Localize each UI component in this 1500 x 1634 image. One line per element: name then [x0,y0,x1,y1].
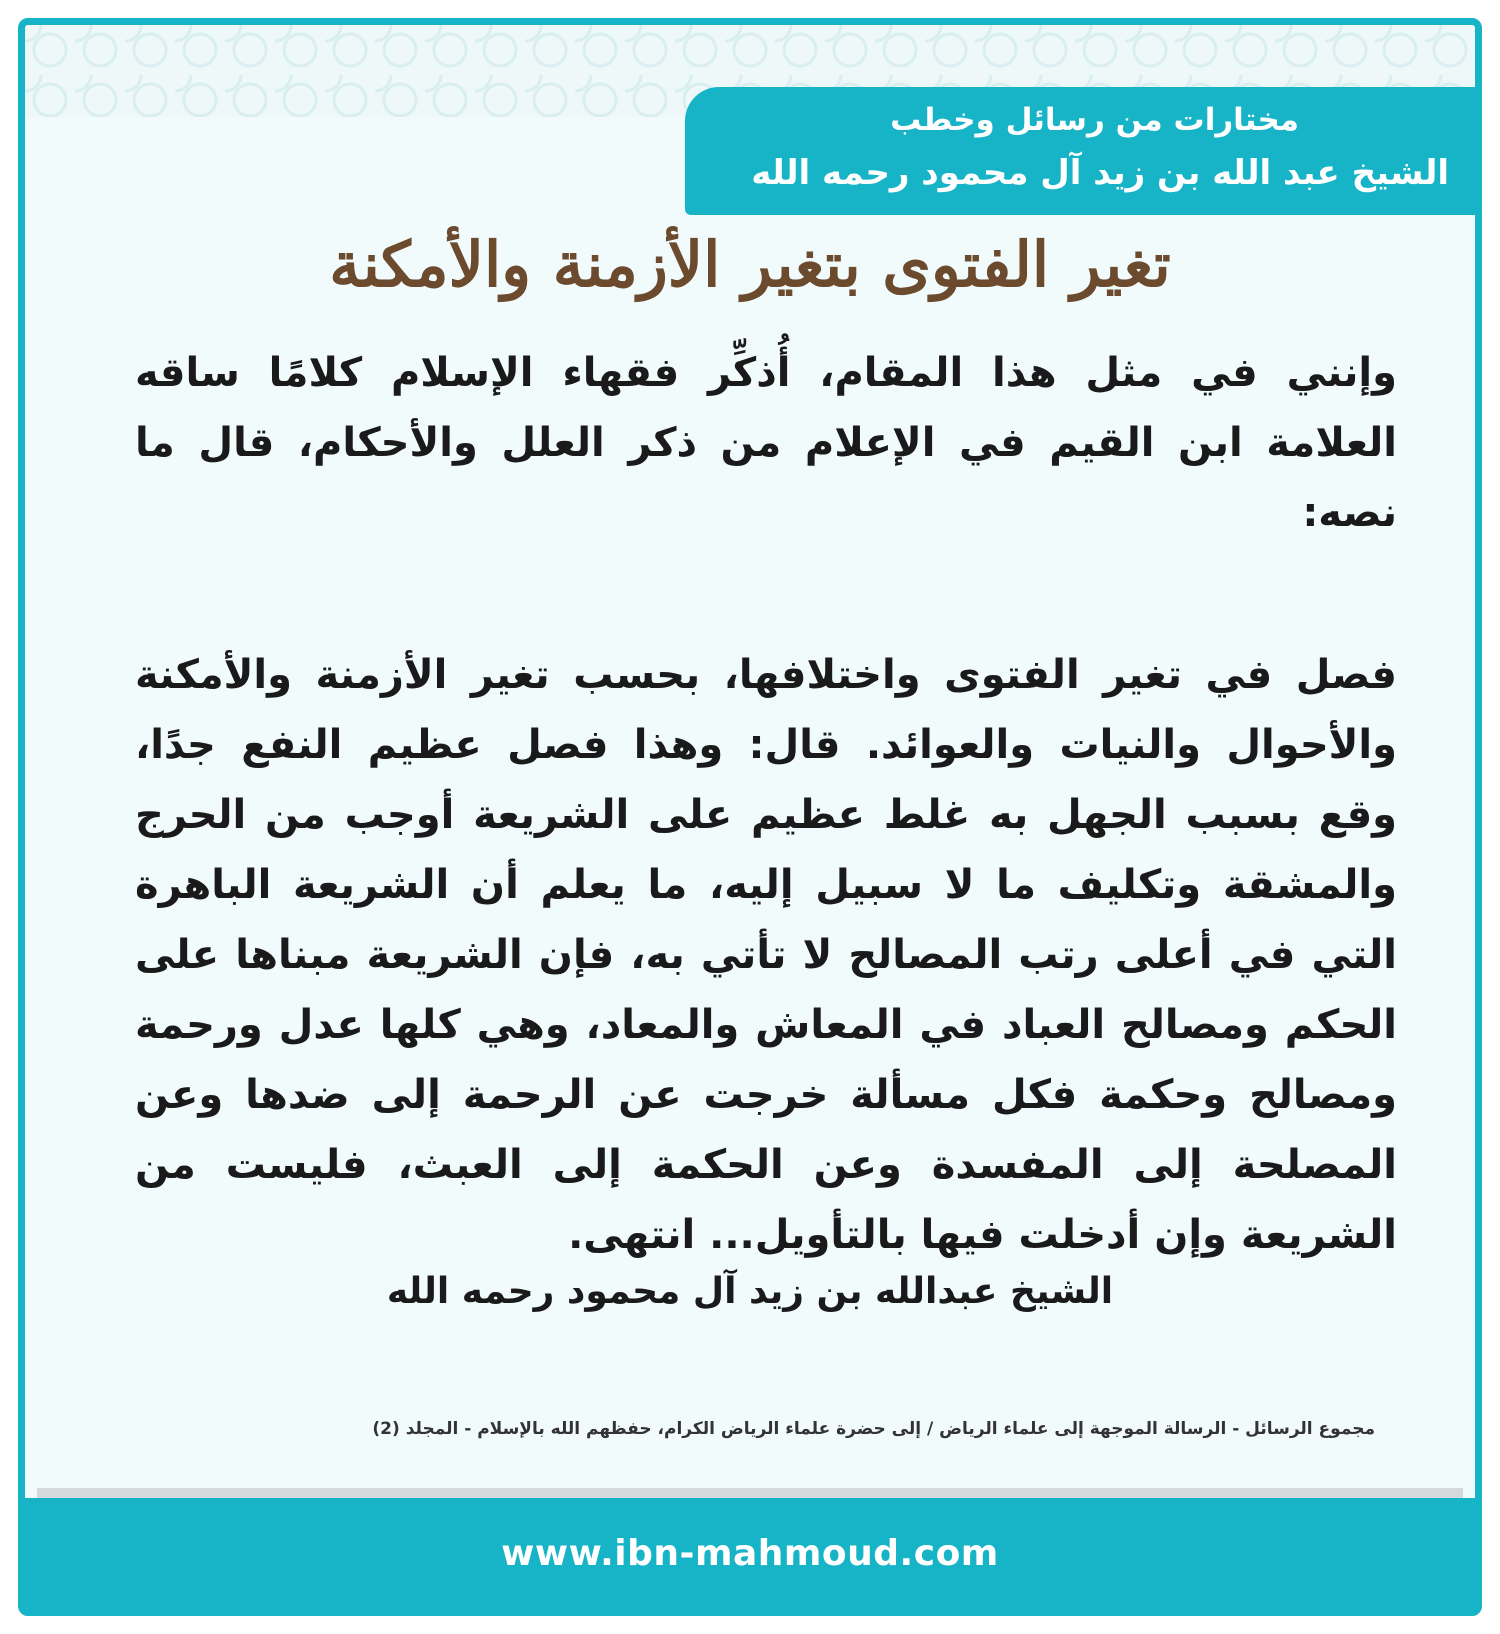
article-title: تغير الفتوى بتغير الأزمنة والأمكنة [329,228,1171,301]
series-title: مختارات من رسائل وخطب [890,102,1299,138]
quote-paragraph: فصل في تغير الفتوى واختلافها، بحسب تغير الأزمنة والأمكنة والأحوال والنيات والعوائد. قال: وهذا فصل عظيم النفع جدًا، وقع بسبب الجهل به غلط عظيم على الشريعة أوجب من الحرج والمشقة وتكليف ما لا سبيل إليه، ما يعلم أن الشريعة الباهرة التي في أعلى رتب المصالح لا تأتي به، فإن الشريعة مبناها على الحكم ومصالح العباد في المعاش والمعاد، وهي كلها عدل ورحمة ومصالح وحكمة فكل مسألة خرجت عن الرحمة إلى ضدها وعن المصلحة إلى المفسدة وعن الحكمة إلى العبث، فليست من الشريعة وإن أدخلت فيها بالتأويل... انتهى. [135,652,1397,1258]
series-author: الشيخ عبد الله بن زيد آل محمود رحمه الله [751,153,1449,193]
author-signature: الشيخ عبدالله بن زيد آل محمود رحمه الله [386,1271,1114,1312]
article-body [135,338,1397,1270]
website-link[interactable]: www.ibn-mahmoud.com [501,1533,999,1574]
footer-bar [25,1498,1475,1609]
intro-paragraph: وإنني في مثل هذا المقام، أُذكِّر فقهاء الإسلام كلامًا ساقه العلامة ابن القيم في الإعلام من ذكر العلل والأحكام، قال ما نصه: [135,350,1397,536]
series-header [685,87,1475,215]
page-frame [18,18,1482,1616]
source-citation: مجموع الرسائل - الرسالة الموجهة إلى علماء الرياض / إلى حضرة علماء الرياض الكرام، حفظهم الله بالإسلام - المجلد (2) [372,1419,1375,1439]
footer-divider [37,1488,1463,1498]
